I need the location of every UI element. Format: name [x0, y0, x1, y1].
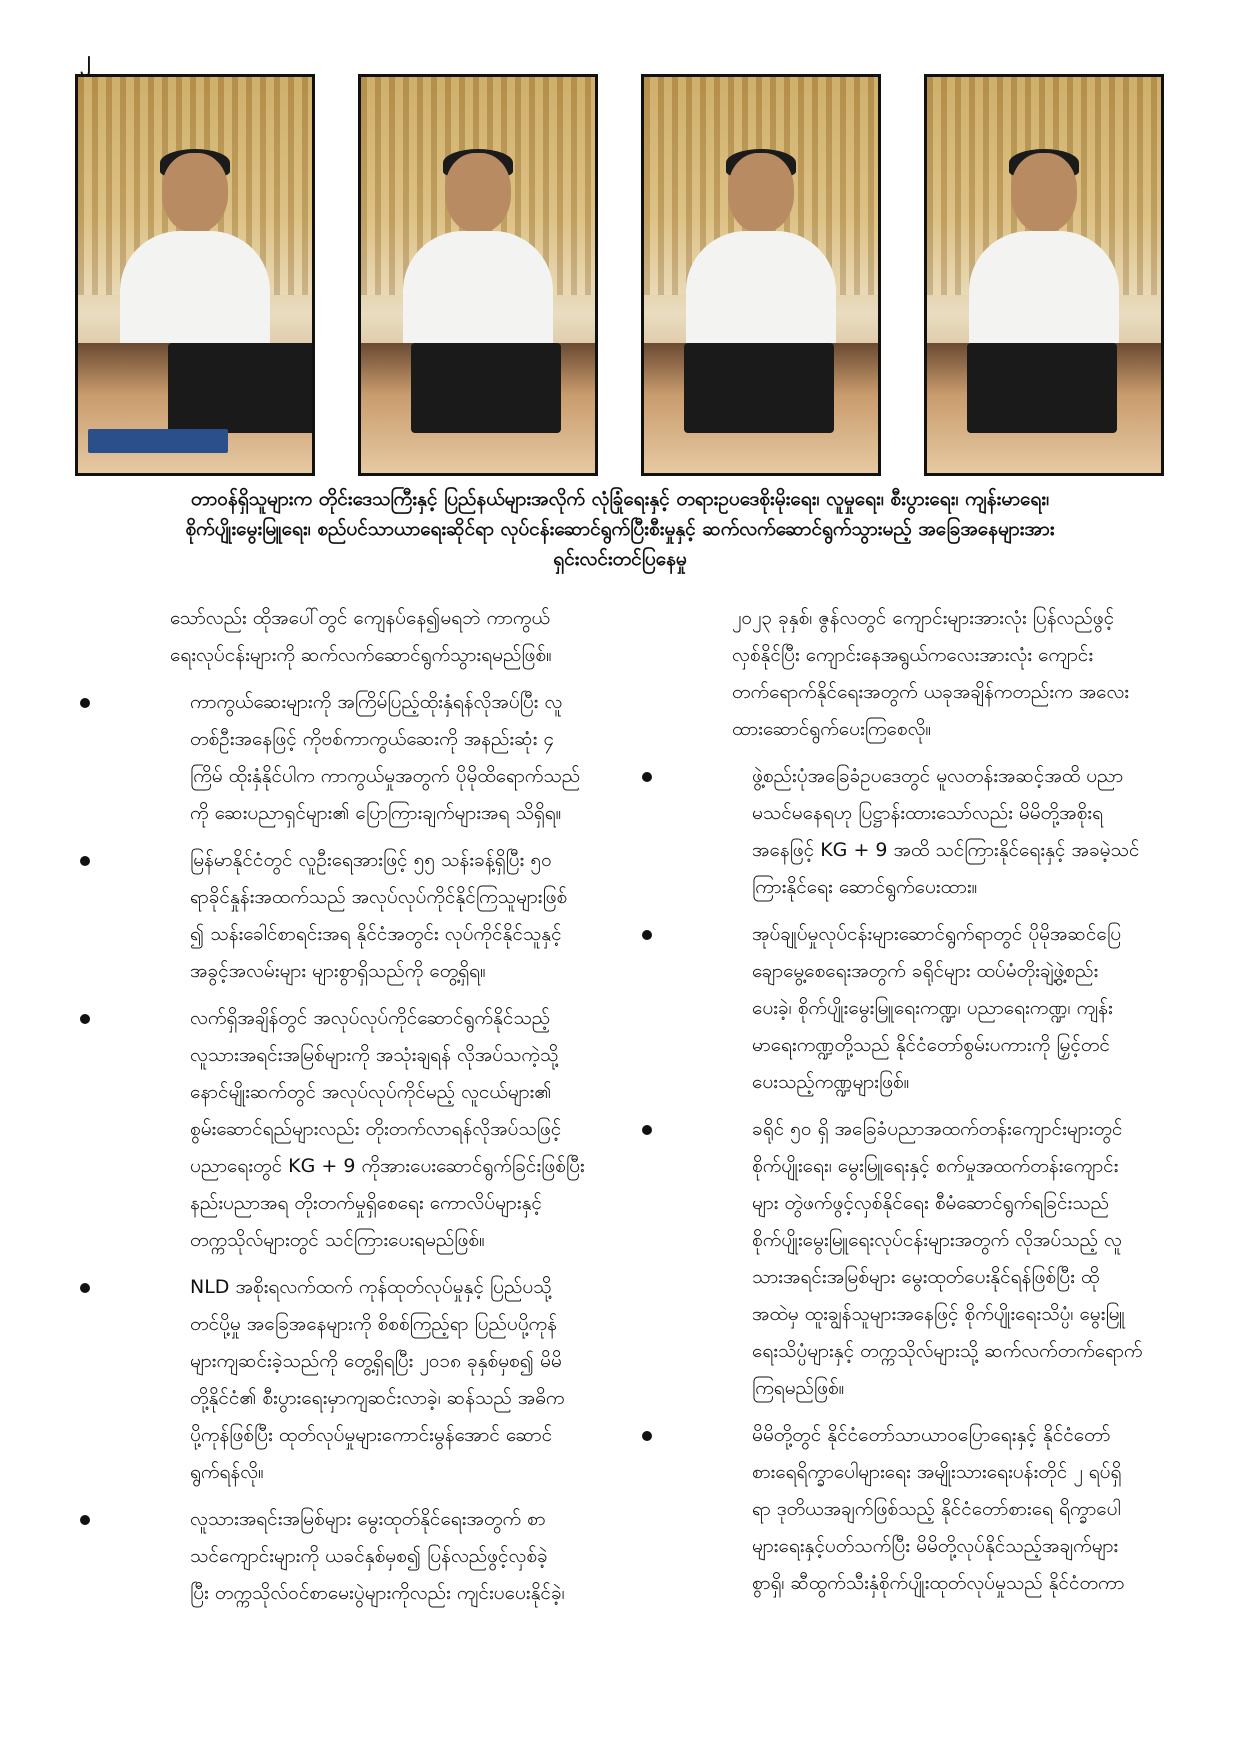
bullet-item	[642, 758, 1162, 906]
text-line: မိမိတို့တွင် နိုင်ငံတော်သာယာဝပြောရေးနှင့် နိုင်ငံတော်	[752, 1424, 1111, 1446]
text-line: လက်ရှိအချိန်တွင် အလုပ်လုပ်ကိုင်ဆောင်ရွက်နိုင်သည့်	[190, 1007, 551, 1029]
text-line: များရေးနှင့်ပတ်သက်ပြီး မိမိတို့လုပ်နိုင်သည့်အချက်များ	[752, 1535, 1119, 1557]
bullet-item	[80, 1501, 600, 1612]
text-line: ချောမွေ့စေရေးအတွက် ခရိုင်များ ထပ်မံတိုးချဲ့ဖွဲ့စည်း	[752, 960, 1099, 982]
text-line: များကျဆင်းခဲ့သည်ကို တွေ့ရှိရပြီး ၂၀၁၈ ခုနှစ်မှစ၍ မိမိ	[190, 1350, 562, 1372]
bullet-item	[642, 916, 1162, 1101]
text-line: အနေဖြင့် KG + 9 အထိ သင်ကြားနိုင်ရေးနှင့် အခမဲ့သင်	[752, 839, 1140, 861]
text-line: သားအရင်းအမြစ်များ မွေးထုတ်ပေးနိုင်ရန်ဖြစ်ပြီး ထို	[752, 1266, 1100, 1288]
caption-line: တာဝန်ရှိသူများက တိုင်းဒေသကြီးနှင့် ပြည်နယ်များအလိုက် လုံခြုံရေးနှင့် တရားဥပဒေစိုးမိုးရေး၊ လူမှုရေး၊ စီးပွားရေး၊ ကျန်းမာရေး၊	[190, 488, 1050, 510]
text-line: စိုက်ပျိုးမွေးမြူရေးလုပ်ငန်းများအတွက် လိုအပ်သည့် လူ	[752, 1229, 1122, 1251]
page-number: ၂	[80, 47, 91, 72]
lead-paragraph	[642, 600, 1162, 748]
bullet-dot-icon	[80, 698, 90, 708]
text-line: ရွက်ရန်လို။	[190, 1461, 264, 1483]
official-figure	[969, 153, 1119, 353]
bullet-dot-icon	[80, 1515, 90, 1525]
text-line: ၂၀၂၃ ခုနှစ်၊ ဇွန်လတွင် ကျောင်းများအားလုံး ပြန်လည်ဖွင့်	[732, 607, 1115, 629]
bullet-text	[190, 842, 600, 990]
bullet-text	[190, 1000, 600, 1259]
bullet-item	[80, 842, 600, 990]
text-line: ကို ဆေးပညာရှင်များ၏ ပြောကြားချက်များအရ သိရှိရ။	[190, 802, 562, 824]
bullet-dot-icon	[80, 856, 90, 866]
text-line: မြန်မာနိုင်ငံတွင် လူဦးရေအားဖြင့် ၅၅ သန်းခန့်ရှိပြီး ၅၀	[190, 849, 552, 871]
text-line: ၍ သန်းခေါင်စာရင်းအရ နိုင်ငံအတွင်း လုပ်ကိုင်နိုင်သူနှင့်	[190, 923, 562, 945]
right-column	[642, 600, 1162, 1612]
bullet-text	[752, 916, 1162, 1101]
text-line: စိုက်ပျိုးရေး၊ မွေးမြူရေးနှင့် စက်မှုအထက်တန်းကျောင်း	[752, 1155, 1119, 1177]
text-line: တစ်ဦးအနေဖြင့် ကိုဗစ်ကာကွယ်ဆေးကို အနည်းဆုံး ၄	[190, 728, 555, 750]
bullet-dot-icon	[80, 1283, 90, 1293]
text-line: ရာ ဒုတိယအချက်ဖြစ်သည့် နိုင်ငံတော်စားရေ ရိက္ခာပေါ	[752, 1498, 1121, 1520]
text-line: သော်လည်း ထိုအပေါ်တွင် ကျေနပ်နေ၍မရဘဲ ကာကွယ်	[170, 607, 550, 629]
official-figure	[120, 153, 270, 353]
photo-row	[75, 74, 1165, 480]
text-line: နောင်မျိုးဆက်တွင် အလုပ်လုပ်ကိုင်မည့် လူငယ်များ၏	[190, 1081, 552, 1103]
text-line: ရေးလုပ်ငန်းများကို ဆက်လက်ဆောင်ရွက်သွားရမည်ဖြစ်။	[170, 644, 552, 666]
photo-caption	[80, 484, 1160, 574]
text-line: မသင်မနေရဟု ပြဋ္ဌာန်းထားသော်လည်း မိမိတို့အစိုးရ	[752, 802, 1103, 824]
text-line: တက်ရောက်နိုင်ရေးအတွက် ယခုအချိန်ကတည်းက အလေး	[732, 681, 1130, 703]
text-line: စွမ်းဆောင်ရည်များလည်း တိုးတက်လာရန်လိုအပ်သဖြင့်	[190, 1118, 562, 1140]
bullet-item	[642, 1417, 1162, 1602]
photo-official-4	[924, 74, 1164, 476]
bullet-dot-icon	[642, 1125, 652, 1135]
text-line: ထားဆောင်ရွက်ပေးကြစေလို။	[732, 718, 932, 740]
text-line: တက္ကသိုလ်များတွင် သင်ကြားပေးရမည်ဖြစ်။	[190, 1229, 485, 1251]
bullet-dot-icon	[642, 1431, 652, 1441]
bullet-dot-icon	[80, 1014, 90, 1024]
text-line: သင်ကျောင်းများကို ယခင်နှစ်မှစ၍ ပြန်လည်ဖွင့်လှစ်ခဲ့	[190, 1545, 548, 1567]
text-line: ရေးသိပ္ပံများနှင့် တက္ကသိုလ်များသို့ ဆက်လက်တက်ရောက်	[752, 1340, 1143, 1362]
text-line: ကြရမည်ဖြစ်။	[752, 1377, 845, 1399]
text-line: ပေးခဲ့၊ စိုက်ပျိုးမွေးမြူရေးကဏ္ဍ၊ ပညာရေးကဏ္ဍ၊ ကျန်း	[752, 997, 1113, 1019]
bullet-text	[752, 1417, 1162, 1602]
bullet-dot-icon	[642, 930, 652, 940]
text-line: ပညာရေးတွင် KG + 9 ကိုအားပေးဆောင်ရွက်ခြင်းဖြစ်ပြီး	[190, 1155, 585, 1177]
official-figure	[403, 153, 553, 353]
caption-line: ရှင်းလင်းတင်ပြနေမှု	[553, 548, 687, 570]
text-line: စွာရှိ၊ ဆီထွက်သီးနှံစိုက်ပျိုးထုတ်လုပ်မှုသည် နိုင်ငံတကာ	[752, 1572, 1125, 1594]
text-line: ဖွဲ့စည်းပုံအခြေခံဥပဒေတွင် မူလတန်းအဆင့်အထိ ပညာ	[752, 765, 1124, 787]
text-line: တင်ပို့မှု အခြေအနေများကို စိစစ်ကြည့်ရာ ပြည်ပပို့ကုန်	[190, 1313, 557, 1335]
lead-paragraph	[80, 600, 600, 674]
bullet-text	[752, 758, 1162, 906]
text-line: အုပ်ချုပ်မှုလုပ်ငန်းများဆောင်ရွက်ရာတွင် ပိုမိုအဆင်ပြေ	[752, 923, 1122, 945]
text-line: တို့နိုင်ငံ၏ စီးပွားရေးမှာကျဆင်းလာခဲ့၊ ဆန်သည် အဓိက	[190, 1387, 565, 1409]
text-line: ပို့ကုန်ဖြစ်ပြီး ထုတ်လုပ်မှုများကောင်းမွန်အောင် ဆောင်	[190, 1424, 553, 1446]
text-line: ကြိမ် ထိုးနှံနိုင်ပါက ကာကွယ်မှုအတွက် ပိုမိုထိရောက်သည်	[190, 765, 581, 787]
bullet-text	[190, 684, 600, 832]
text-line: များ တွဲဖက်ဖွင့်လှစ်နိုင်ရေး စီမံဆောင်ရွက်ရခြင်းသည်	[752, 1192, 1110, 1214]
photo-official-1	[75, 74, 315, 476]
bullet-item	[80, 1000, 600, 1259]
text-line: မာရေးကဏ္ဍတို့သည် နိုင်ငံတော်စွမ်းပကားကို မြှင့်တင်	[752, 1034, 1110, 1056]
bullet-text	[190, 1501, 600, 1612]
text-line: ခရိုင် ၅၀ ရှိ အခြေခံပညာအထက်တန်းကျောင်းများတွင်	[752, 1118, 1123, 1140]
photo-official-2	[358, 74, 598, 476]
left-column	[80, 600, 600, 1622]
text-line: ပြီး တက္ကသိုလ်ဝင်စာမေးပွဲများကိုလည်း ကျင်းပပေးနိုင်ခဲ့၊	[190, 1582, 565, 1604]
text-line: လူသားအရင်းအမြစ်များကို အသုံးချရန် လိုအပ်သကဲ့သို့	[190, 1044, 559, 1066]
text-line: ကြားနိုင်ရေး ဆောင်ရွက်ပေးထား။	[752, 876, 978, 898]
text-line: ရာခိုင်နှုန်းအထက်သည် အလုပ်လုပ်ကိုင်နိုင်ကြသူများဖြစ်	[190, 886, 568, 908]
bullet-item	[80, 684, 600, 832]
text-line: နည်းပညာအရ တိုးတက်မှုရှိစေရေး ကောလိပ်များနှင့်	[190, 1192, 542, 1214]
text-line: ပေးသည့်ကဏ္ဍများဖြစ်။	[752, 1071, 910, 1093]
caption-line: စိုက်ပျိုးမွေးမြူရေး၊ စည်ပင်သာယာရေးဆိုင်ရာ လုပ်ငန်းဆောင်ရွက်ပြီးစီးမှုနှင့် ဆက်လက်ဆောင်ရွက်သွားမည့် အခြေအနေများအား	[185, 518, 1055, 540]
photo-official-3	[641, 74, 881, 476]
text-line: ကာကွယ်ဆေးများကို အကြိမ်ပြည့်ထိုးနှံရန်လိုအပ်ပြီး လူ	[190, 691, 563, 713]
text-line: NLD အစိုးရလက်ထက် ကုန်ထုတ်လုပ်မှုနှင့် ပြည်ပသို့	[190, 1276, 552, 1298]
text-line: စားရေရိက္ခာပေါများရေး အမျိုးသားရေးပန်းတိုင် ၂ ရပ်ရှိ	[752, 1461, 1122, 1483]
bullet-dot-icon	[642, 772, 652, 782]
bullet-item	[642, 1111, 1162, 1407]
text-line: အထဲမှ ထူးချွန်သူများအနေဖြင့် စိုက်ပျိုးရေးသိပ္ပံ၊ မွေးမြူ	[752, 1303, 1125, 1325]
text-line: လူသားအရင်းအမြစ်များ မွေးထုတ်နိုင်ရေးအတွက် စာ	[190, 1508, 546, 1530]
bullet-item	[80, 1269, 600, 1491]
text-line: အခွင့်အလမ်းများ များစွာရှိသည်ကို တွေ့ရှိရ။	[190, 960, 486, 982]
bullet-text	[190, 1269, 600, 1491]
official-figure	[686, 153, 836, 353]
bullet-text	[752, 1111, 1162, 1407]
text-line: လှစ်နိုင်ပြီး ကျောင်းနေအရွယ်ကလေးအားလုံး ကျောင်း	[732, 644, 1094, 666]
